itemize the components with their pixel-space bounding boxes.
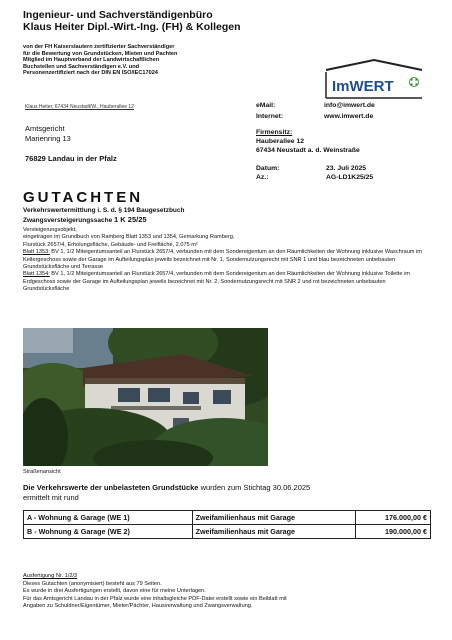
unit-cell: A - Wohnung & Garage (WE 1) — [24, 511, 193, 525]
values-intro — [23, 483, 433, 503]
house-photo — [23, 328, 268, 466]
website-link[interactable]: www.imwert.de — [324, 113, 374, 120]
recipient-line: Marienring 13 — [25, 134, 71, 143]
firm-street: Hauberallee 12 — [256, 138, 304, 145]
credential-line: von der FH Kaiserslautern zertifizierter Sachverständiger — [23, 44, 175, 50]
credential-line: für die Bewertung von Grundstücken, Mieten und Pachten — [23, 50, 178, 57]
unit-cell: B - Wohnung & Garage (WE 2) — [24, 525, 193, 539]
photo-caption: Straßenansicht — [23, 469, 61, 475]
footer-line: Ausfertigung Nr. 1/2/3 — [23, 573, 78, 579]
type-cell: Zweifamilienhaus mit Garage — [192, 525, 355, 539]
date-value: 23. Juli 2025 — [326, 165, 367, 172]
description-line: eingetragen im Grundbuch von Ramberg Blatt 1353 und 1354, Gemarkung Ramberg, — [23, 234, 235, 241]
az-label: Az.: — [256, 174, 269, 181]
amount-cell: 190.000,00 € — [355, 525, 430, 539]
blatt-label: Blatt 1354: — [23, 271, 50, 278]
document-meta — [256, 165, 373, 183]
office-header — [23, 9, 241, 33]
document-title: GUTACHTEN — [23, 189, 144, 206]
firm-label: Firmensitz: — [256, 129, 293, 136]
recipient-line: Amtsgericht — [25, 124, 65, 133]
email-label: eMail: — [256, 102, 276, 109]
case-number: 1 K 25/25 — [114, 215, 147, 224]
recipient-city: 76829 Landau in der Pfalz — [25, 154, 117, 163]
blatt-1354-paragraph — [23, 271, 433, 293]
footer-line: Angaben zu Schuldner/Eigentümer, Mieter/Pächter, Hausverwaltung und Zwangsverwaltung. — [23, 603, 253, 610]
logo-text: ImWERT — [332, 78, 394, 95]
footer-line: Für das Amtsgericht Landau in der Pfalz wurde eine inhaltsgleiche PDF-Datei erstellt sowie ein Beiblatt mit — [23, 595, 287, 602]
table-row — [24, 511, 431, 525]
blatt-label: Blatt 1353: — [23, 249, 50, 256]
table-row — [24, 525, 431, 539]
footer-line: Es wurde in drei Ausfertigungen erstellt, davon eine für meine Unterlagen. — [23, 588, 206, 595]
internet-label: Internet: — [256, 113, 284, 120]
market-values-table — [23, 510, 431, 539]
az-value: AG-LD1K25/25 — [326, 174, 374, 181]
amount-cell: 176.000,00 € — [355, 511, 430, 525]
document-subtitle — [23, 206, 184, 225]
blatt-text: BV 1, 1/2 Miteigentumsanteil an Flurstück 2657/4, verbunden mit dem Sondereigentum an den Räumlichkeiten der Wohnung inklusive Waschraum im Kellergeschoss sowie der Garage im Aufteilungsplan jeweils bezeichnet mit Nr. 1, Sondernutzungsrecht mit SNR 1 und blau bezeichneten unbebauten Grundstücksfläche und Terrasse — [23, 249, 422, 271]
subtitle-line: Verkehrswertermittlung i. S. d. § 194 Baugesetzbuch — [23, 207, 185, 214]
values-intro-bold: Die Verkehrswerte der unbelasteten Grundstücke — [23, 483, 199, 492]
description-line: Versteigerungsobjekt, — [23, 227, 77, 233]
date-label: Datum: — [256, 165, 280, 172]
firm-city: 67434 Neustadt a. d. Weinstraße — [256, 147, 360, 154]
blatt-1353-paragraph — [23, 249, 433, 271]
contact-block — [256, 100, 436, 122]
office-name: Ingenieur- und Sachverständigenbüro — [23, 9, 213, 21]
footer-line: Dieses Gutachten (anonymisiert) besteht aus 79 Seiten. — [23, 580, 162, 587]
office-owner: Klaus Heiter Dipl.-Wirt.-Ing. (FH) & Kollegen — [23, 21, 241, 33]
type-cell: Zweifamilienhaus mit Garage — [192, 511, 355, 525]
email-link[interactable]: info@imwert.de — [324, 102, 375, 109]
object-description — [23, 227, 433, 294]
blatt-text: BV 1, 1/2 Miteigentumsanteil an Flurstück 2657/4, verbunden mit dem Sondereigentum an den Räumlichkeiten der Wohnung inklusive Toilette im Erdgeschoss sowie der Garage im Aufteilungsplan jeweils bezeichnet mit Nr. 2, Sondernutzungsrecht mit SNR 2 und rot bezeichneten unbebauten Grundstücksfläche — [23, 271, 410, 293]
credential-line: Buchstellen und Sachverständigen e.V. und — [23, 63, 140, 70]
credential-line: Personenzertifiziert nach der DIN EN ISO/IEC17024 — [23, 70, 158, 76]
imwert-logo — [318, 58, 430, 102]
values-intro-line2: ermittelt mit rund — [23, 493, 79, 502]
firm-address — [256, 128, 360, 155]
description-line: Flurstück 2657/4, Erholungsfläche, Gebäude- und Freifläche, 2.075 m² — [23, 241, 198, 248]
values-intro-rest: wurden zum Stichtag 30.06.2025 — [198, 483, 311, 492]
sender-line: Klaus Heiter, 67434 Neustadt/W., Hauberallee 12 — [25, 104, 134, 110]
credential-line: Mitglied im Hauptverband der Landwirtschaftlichen — [23, 57, 160, 63]
recipient-address — [25, 124, 71, 144]
office-credentials — [23, 44, 177, 77]
document-footer — [23, 573, 438, 611]
case-label: Zwangsversteigerungssache — [23, 217, 113, 224]
